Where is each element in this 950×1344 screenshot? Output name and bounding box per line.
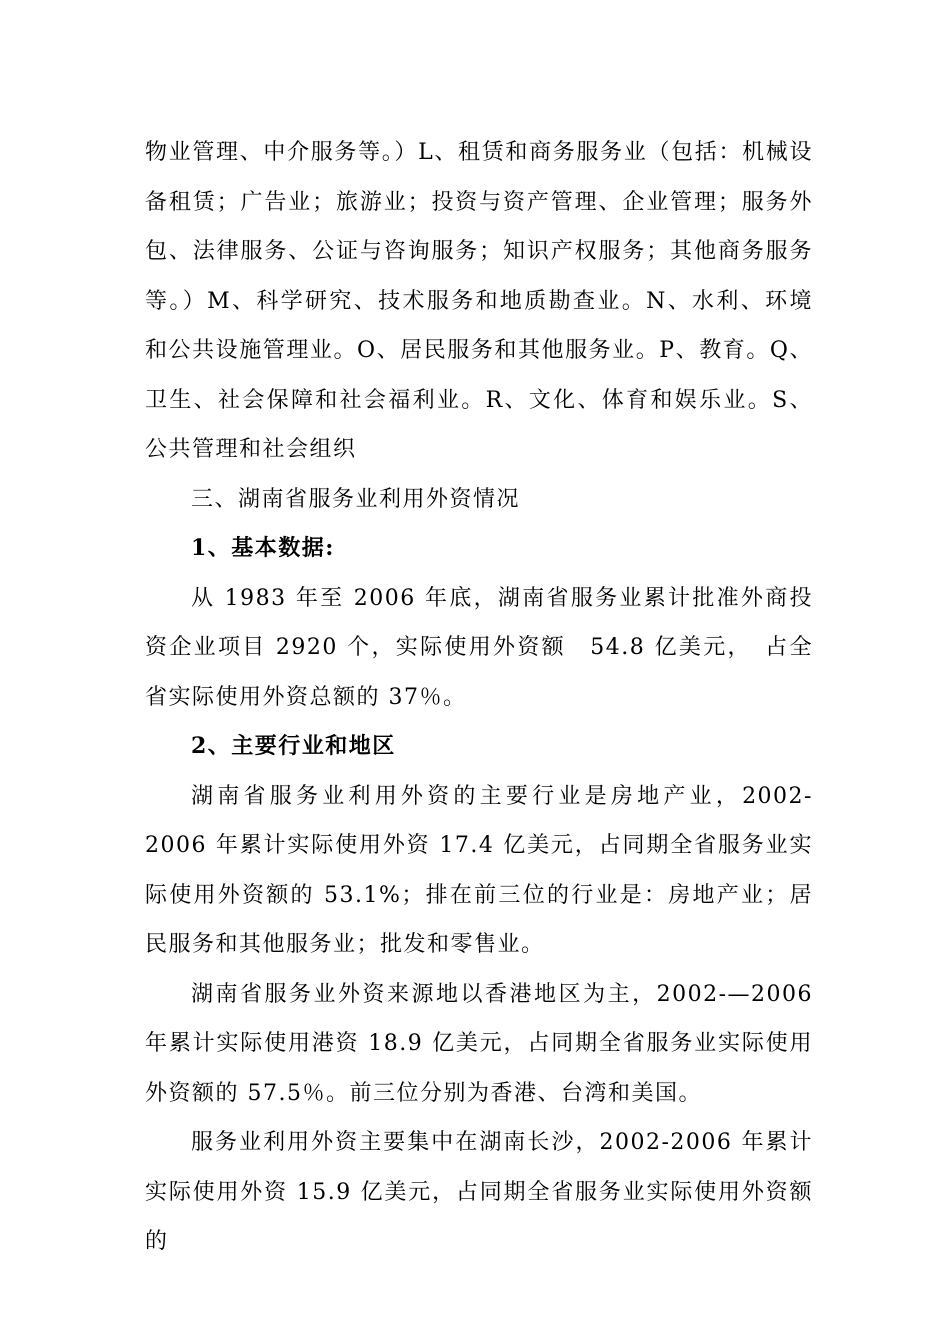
paragraph-industry-list: 物业管理、中介服务等。）L、租赁和商务服务业（包括：机械设备租赁；广告业；旅游业；投资与资产管理、企业管理；服务外包、法律服务、公证与咨询服务；知识产权服务；其他商务服务等。）M、科学研究、技术服务和地质勘查业。N、水利、环境和公共设施管理业。O、居民服务和其他服务业。P、教育。Q、卫生、社会保障和社会福利业。R、文化、体育和娱乐业。S、公共管理和社会组织	[145, 140, 813, 462]
heading-basic-data: 1、基本数据:	[191, 535, 335, 561]
paragraph-basic-data: 从 1983 年至 2006 年底，湖南省服务业累计批准外商投资企业项目 2920 个，实际使用外资额 54.8 亿美元， 占全省实际使用外资总额的 37％。	[145, 585, 813, 710]
paragraph-regions: 服务业利用外资主要集中在湖南长沙，2002-2006 年累计实际使用外资 15.9 亿美元，占同期全省服务业实际使用外资额的	[145, 1130, 813, 1254]
section-title: 三、湖南省服务业利用外资情况	[191, 486, 521, 512]
document-body	[145, 128, 813, 1267]
heading-main-industries: 2、主要行业和地区	[191, 733, 396, 759]
paragraph-industries: 湖南省服务业利用外资的主要行业是房地产业，2002-2006 年累计实际使用外资 17.4 亿美元，占同期全省服务业实际使用外资额的 53.1%；排在前三位的行业是：房地产业；居民服务和其他服务业；批发和零售业。	[145, 783, 813, 957]
paragraph-sources: 湖南省服务业外资来源地以香港地区为主，2002-—2006 年累计实际使用港资 18.9 亿美元，占同期全省服务业实际使用外资额的 57.5％。前三位分别为香港、台湾和美国。	[145, 981, 813, 1106]
